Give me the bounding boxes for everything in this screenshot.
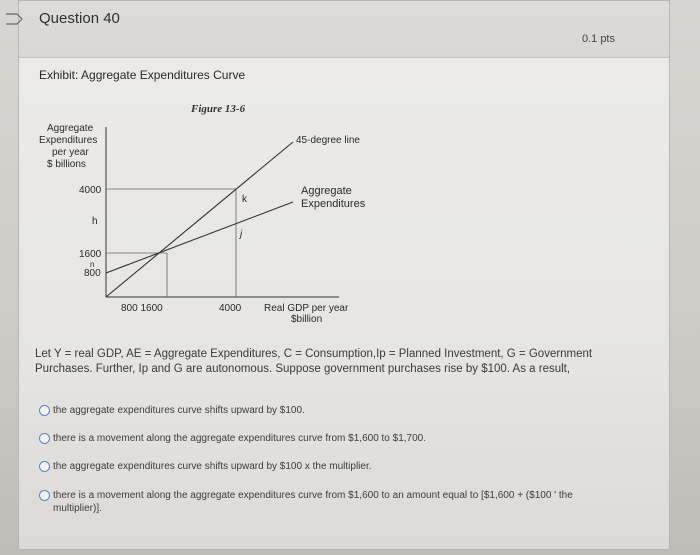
radio-button-3[interactable] [39, 461, 50, 472]
x-tick-4000: 4000 [219, 303, 242, 314]
answer-option-1-label: the aggregate expenditures curve shifts upward by $100. [53, 405, 305, 416]
line-45-degree [106, 142, 293, 297]
xlabel-line-2: $billion [291, 314, 323, 324]
flag-icon[interactable] [5, 13, 23, 25]
radio-button-1[interactable] [39, 405, 50, 416]
ylabel-line-2: Expenditures [39, 135, 98, 146]
x-tick-800-1600: 800 1600 [121, 303, 163, 314]
exhibit-title: Exhibit: Aggregate Expenditures Curve [39, 68, 246, 82]
ylabel-line-4: $ billions [47, 159, 86, 170]
xlabel-line-1: Real GDP per year [264, 303, 349, 314]
answer-option-3-label: the aggregate expenditures curve shifts upward by $100 x the multiplier. [53, 461, 372, 472]
y-tick-1600: 1600 [79, 249, 102, 260]
answer-option-2-label: there is a movement along the aggregate expenditures curve from $1,600 to $1,700. [53, 433, 427, 444]
ylabel-line-3: per year [52, 147, 89, 158]
answer-option-4-line-2: multiplier)]. [53, 503, 102, 514]
aggregate-expenditures-chart [39, 119, 379, 324]
question-header [19, 1, 669, 58]
question-card [18, 0, 670, 550]
point-label-j: j [240, 229, 243, 240]
point-label-k: k [242, 194, 247, 205]
question-title: Question 40 [39, 10, 120, 27]
answer-option-4-line-1: there is a movement along the aggregate expenditures curve from $1,600 to an amount equal to [$1,600 + ($100 ' the [53, 490, 573, 501]
radio-button-4[interactable] [39, 490, 50, 501]
y-tick-n: n [90, 260, 95, 269]
label-ae-line-1: Aggregate [301, 185, 352, 197]
label-45-degree-line: 45-degree line [296, 135, 360, 146]
question-body [35, 347, 625, 377]
question-body-line-2: Purchases. Further, Ip and G are autonomous. Suppose government purchases rise by $100. As a result, [35, 363, 571, 375]
y-tick-4000: 4000 [79, 185, 102, 196]
question-body-line-1: Let Y = real GDP, AE = Aggregate Expenditures, C = Consumption,Ip = Planned Investment, G = Government [35, 348, 593, 360]
ylabel-line-1: Aggregate [47, 123, 94, 134]
line-aggregate-expenditures [106, 202, 293, 273]
y-tick-h: h [92, 216, 98, 227]
answer-option-4-label [53, 489, 573, 515]
figure-title: Figure 13-6 [191, 103, 246, 115]
question-points: 0.1 pts [581, 33, 615, 45]
label-ae-line-2: Expenditures [301, 198, 366, 210]
y-tick-800: 800 [84, 268, 101, 279]
radio-button-2[interactable] [39, 433, 50, 444]
